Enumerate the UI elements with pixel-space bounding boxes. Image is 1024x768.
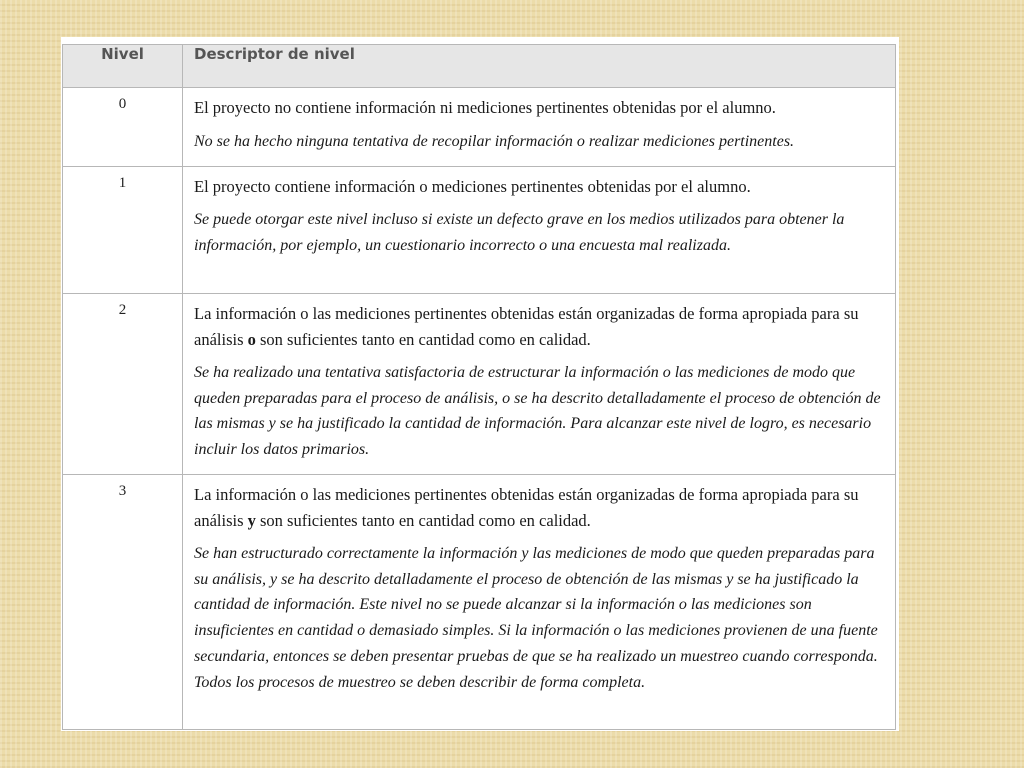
descriptor-note: No se ha hecho ninguna tentativa de recopilar información o realizar mediciones pertinentes.	[194, 132, 795, 150]
descriptor-note: Se han estructurado correctamente la información y las mediciones de modo que queden preparadas para su análisis, y se ha descrito detalladamente el proceso de obtención de las mismas y se ha justificado la cantidad de información. Este nivel no se puede alcanzar si la información o las mediciones son insuficientes en cantidad o demasiado simples. Si la información o las mediciones provienen de una fuente secundaria, entonces se deben presentar pruebas de que se ha realizado un muestreo cuando corresponda. Todos los procesos de muestreo se deben describir de forma completa.	[194, 545, 878, 691]
level-number: 2	[63, 294, 183, 475]
level-descriptor	[183, 294, 896, 475]
descriptor-note: Se puede otorgar este nivel incluso si existe un defecto grave en los medios utilizados para obtener la información, por ejemplo, un cuestionario incorrecto o una encuesta mal realizada.	[194, 211, 845, 255]
rubric-table-bottom	[62, 293, 896, 730]
rubric-table-top	[62, 44, 896, 296]
descriptor-main-text: El proyecto no contiene información ni mediciones pertinentes obtenidas por el alumno.	[194, 98, 776, 118]
descriptor-main-text	[194, 482, 885, 533]
descriptor-main-text: El proyecto contiene información o mediciones pertinentes obtenidas por el alumno.	[194, 176, 751, 196]
header-descriptor: Descriptor de nivel	[183, 45, 896, 88]
table-header-row	[63, 45, 896, 88]
header-level: Nivel	[63, 45, 183, 88]
table-row	[63, 88, 896, 167]
level-descriptor	[183, 166, 896, 295]
table-row	[63, 475, 896, 730]
level-number: 0	[63, 88, 183, 167]
conjunction-bold: y	[247, 510, 256, 530]
descriptor-main-text	[194, 301, 885, 352]
table-row	[63, 294, 896, 475]
main-text-start: La información o las mediciones pertinentes obtenidas están organizadas de forma apropiada para su análisis	[194, 485, 859, 530]
table-row	[63, 166, 896, 295]
conjunction-bold: o	[247, 329, 256, 349]
level-descriptor	[183, 475, 896, 730]
level-number: 3	[63, 475, 183, 730]
main-text-end: son suficientes tanto en cantidad como en calidad.	[255, 510, 591, 530]
document-page	[61, 37, 899, 731]
descriptor-note: Se ha realizado una tentativa satisfactoria de estructurar la información o las mediciones de modo que queden preparadas para el proceso de análisis, o se ha descrito detalladamente el proceso de obtención de las mismas y se ha justificado la cantidad de información. Para alcanzar este nivel de logro, es necesario incluir los datos primarios.	[194, 364, 881, 459]
level-descriptor	[183, 88, 896, 167]
main-text-end: son suficientes tanto en cantidad como en calidad.	[255, 329, 591, 349]
level-number: 1	[63, 166, 183, 295]
main-text-start: La información o las mediciones pertinentes obtenidas están organizadas de forma apropiada para su análisis	[194, 304, 859, 349]
